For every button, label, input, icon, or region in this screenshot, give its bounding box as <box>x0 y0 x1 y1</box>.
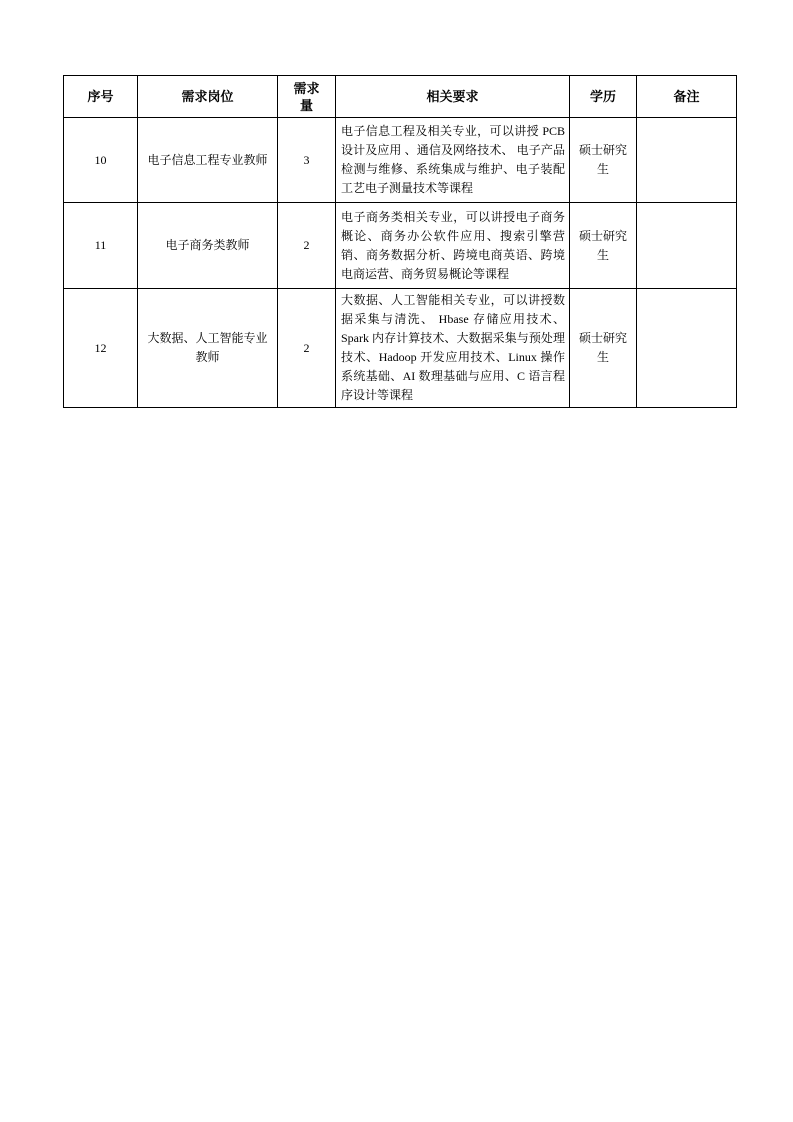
header-education: 学历 <box>570 76 637 118</box>
cell-education: 硕士研究生 <box>570 289 637 408</box>
cell-requirements: 大数据、人工智能相关专业，可以讲授数据采集与清洗、 Hbase 存储应用技术、Spark 内存计算技术、大数据采集与预处理技术、Hadoop 开发应用技术、Linux 操作系统基础、AI 数理基础与应用、C 语言程序设计等课程 <box>336 289 570 408</box>
cell-serial-number: 10 <box>64 118 138 203</box>
table-row-12 <box>64 289 737 408</box>
header-position: 需求岗位 <box>138 76 278 118</box>
cell-position: 大数据、人工智能专业教师 <box>138 289 278 408</box>
header-remarks: 备注 <box>637 76 737 118</box>
cell-remarks <box>637 289 737 408</box>
cell-quantity: 3 <box>278 118 336 203</box>
table-header-row <box>64 76 737 118</box>
header-requirements: 相关要求 <box>336 76 570 118</box>
cell-quantity: 2 <box>278 289 336 408</box>
table-row-11 <box>64 203 737 289</box>
cell-education: 硕士研究生 <box>570 118 637 203</box>
cell-requirements: 电子商务类相关专业，可以讲授电子商务概论、商务办公软件应用、搜索引擎营销、商务数据分析、跨境电商英语、跨境电商运营、商务贸易概论等课程 <box>336 203 570 289</box>
cell-remarks <box>637 203 737 289</box>
cell-quantity: 2 <box>278 203 336 289</box>
cell-serial-number: 11 <box>64 203 138 289</box>
cell-education: 硕士研究生 <box>570 203 637 289</box>
header-serial-number: 序号 <box>64 76 138 118</box>
header-quantity: 需求量 <box>278 76 336 118</box>
cell-position: 电子信息工程专业教师 <box>138 118 278 203</box>
cell-position: 电子商务类教师 <box>138 203 278 289</box>
cell-remarks <box>637 118 737 203</box>
table-row-10 <box>64 118 737 203</box>
cell-requirements: 电子信息工程及相关专业，可以讲授 PCB 设计及应用 、通信及网络技术、 电子产品检测与维修、系统集成与维护、电子装配工艺电子测量技术等课程 <box>336 118 570 203</box>
cell-serial-number: 12 <box>64 289 138 408</box>
recruitment-table <box>63 75 737 408</box>
